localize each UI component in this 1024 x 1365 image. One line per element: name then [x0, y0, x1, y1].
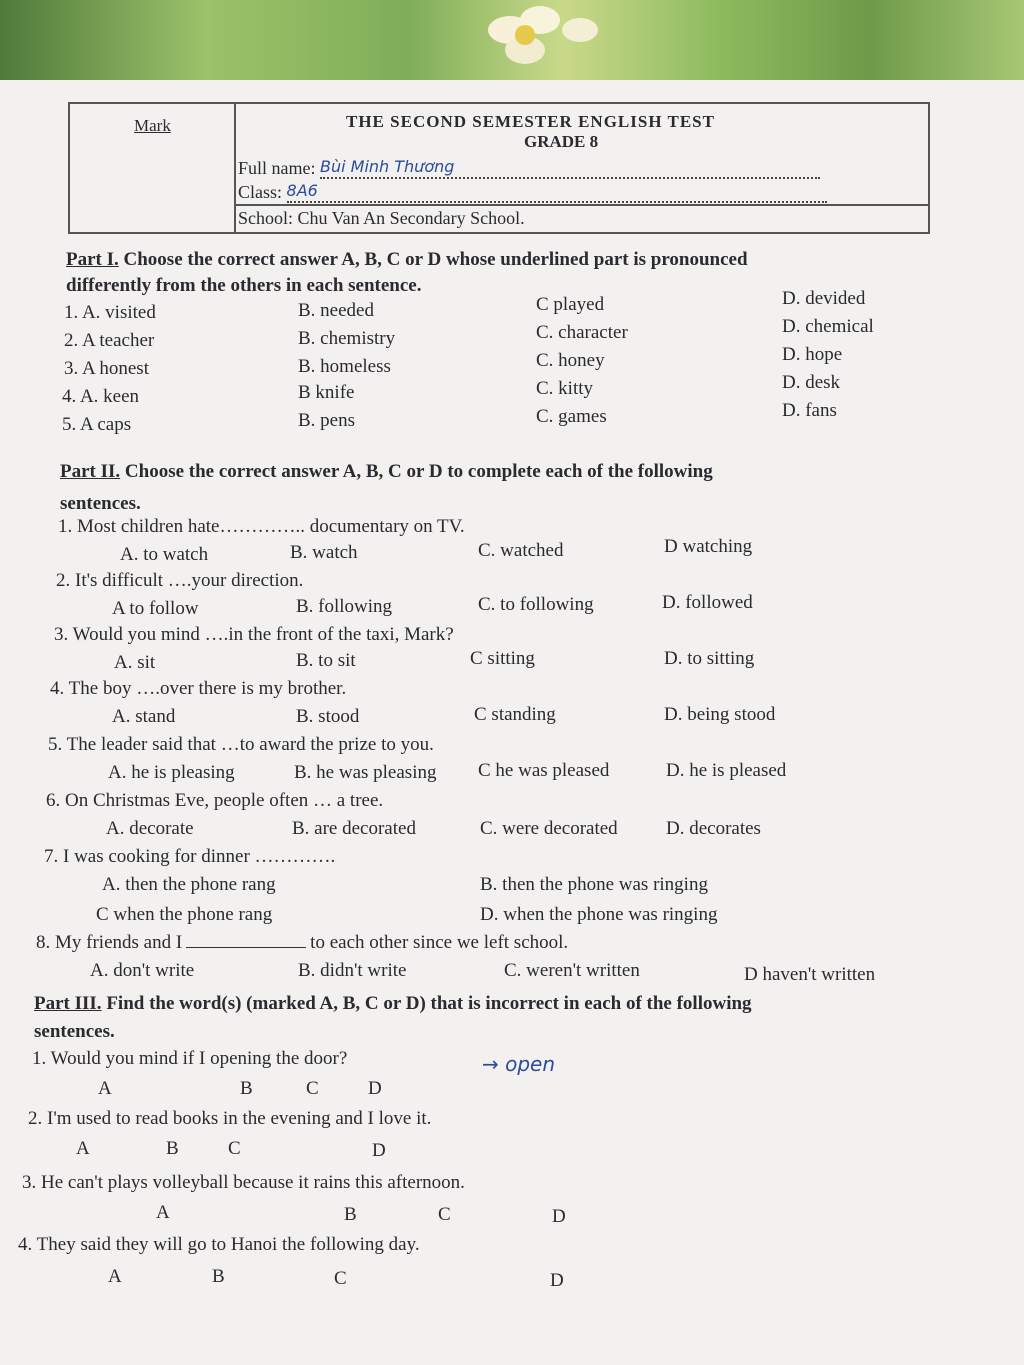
p2q6-d: D. decorates	[666, 818, 761, 839]
p2q8-stem	[36, 932, 568, 954]
class-label: Class:	[238, 182, 283, 202]
p3q4-letter-c: C	[334, 1268, 347, 1289]
part1-instruction	[66, 248, 956, 272]
p3q3-letter-d: D	[552, 1206, 566, 1227]
fullname-value: Bùi Minh Thương	[320, 157, 455, 176]
p1q5-a: 5. A caps	[62, 414, 132, 435]
part1-instruction-text: Choose the correct answer A, B, C or D whose underlined part is pronounced	[123, 249, 748, 270]
p2q8-blank	[186, 947, 306, 948]
p1q4-c: C. kitty	[536, 378, 594, 399]
p3q4-letter-d: D	[550, 1270, 564, 1291]
p1q4-b: B knife	[298, 382, 355, 403]
fullname-field	[238, 156, 820, 179]
p1q1-d: D. devided	[782, 288, 866, 309]
p1q3-a: 3. A honest	[64, 358, 149, 379]
p3q1-letter-c: C	[306, 1078, 319, 1099]
p3q4-letter-b: B	[212, 1266, 225, 1287]
p2q4-stem: 4. The boy ….over there is my brother.	[50, 678, 347, 699]
p2q2-stem: 2. It's difficult ….your direction.	[56, 570, 304, 591]
p1q1-a: 1. A. visited	[64, 302, 156, 323]
p2q5-b: B. he was pleasing	[294, 762, 437, 783]
p1q1-b: B. needed	[298, 300, 374, 321]
p3q2-letter-b: B	[166, 1138, 179, 1159]
p2q2-b: B. following	[296, 596, 393, 617]
p3q1-note: → open	[482, 1052, 556, 1076]
part2-instruction-line2: sentences.	[60, 493, 141, 514]
school-line: School: Chu Van An Secondary School.	[234, 204, 928, 229]
p3q4-letter-a: A	[108, 1266, 122, 1287]
p1q3-d: D. hope	[782, 344, 843, 365]
mark-cell	[70, 104, 236, 232]
p2q3-b: B. to sit	[296, 650, 356, 671]
p2q7-b: B. then the phone was ringing	[480, 874, 708, 895]
p1q5-c: C. games	[536, 406, 607, 427]
p3q2-letter-a: A	[76, 1138, 90, 1159]
p3q1-letter-b: B	[240, 1078, 253, 1099]
part1-title: Part I.	[66, 249, 119, 270]
p3q2-letter-c: C	[228, 1138, 241, 1159]
p3q3-letter-c: C	[438, 1204, 451, 1225]
p1q2-c: C. character	[536, 322, 628, 343]
grade-label: GRADE 8	[524, 132, 599, 151]
p2q4-c: C standing	[474, 704, 556, 725]
p1q4-a: 4. A. keen	[62, 386, 140, 407]
class-value: 8A6	[286, 181, 318, 200]
p2q7-d: D. when the phone was ringing	[480, 904, 718, 925]
header-box	[68, 102, 930, 234]
p2q8-a: A. don't write	[90, 960, 195, 981]
p3q1-letter-a: A	[98, 1078, 112, 1099]
p2q1-stem: 1. Most children hate………….. documentary on TV.	[58, 516, 465, 537]
part1-instruction-line2: differently from the others in each sentence.	[66, 275, 422, 296]
p1q2-a: 2. A teacher	[64, 330, 155, 351]
p2q4-d: D. being stood	[664, 704, 776, 725]
p2q7-a: A. then the phone rang	[102, 874, 276, 895]
p3q3-letter-a: A	[156, 1202, 170, 1223]
p2q3-stem: 3. Would you mind ….in the front of the taxi, Mark?	[54, 624, 454, 645]
p2q7-stem: 7. I was cooking for dinner ………….	[44, 846, 336, 867]
mark-label: Mark	[134, 116, 171, 135]
p2q6-stem: 6. On Christmas Eve, people often … a tree.	[46, 790, 384, 811]
p2q1-c: C. watched	[478, 540, 564, 561]
p2q2-d: D. followed	[662, 592, 753, 613]
p3q3-stem: 3. He can't plays volleyball because it rains this afternoon.	[22, 1172, 465, 1193]
p2q3-d: D. to sitting	[664, 648, 755, 669]
part3-title: Part III.	[34, 993, 102, 1014]
part3-instruction-text: Find the word(s) (marked A, B, C or D) that is incorrect in each of the following	[106, 993, 752, 1014]
p2q7-c: C when the phone rang	[96, 904, 273, 925]
p1q5-b: B. pens	[298, 410, 355, 431]
class-field	[238, 180, 827, 203]
part3-instruction-line2: sentences.	[34, 1021, 115, 1042]
p2q1-d: D watching	[664, 536, 753, 557]
class-line	[287, 180, 827, 203]
part2-instruction	[60, 460, 960, 484]
p3q4-stem: 4. They said they will go to Hanoi the following day.	[18, 1234, 420, 1255]
p3q1-letter-d: D	[368, 1078, 382, 1099]
p2q5-c: C he was pleased	[478, 760, 610, 781]
p2q4-a: A. stand	[112, 706, 176, 727]
p2q2-c: C. to following	[478, 594, 594, 615]
p3q1-stem: 1. Would you mind if I opening the door?	[32, 1048, 348, 1069]
part3-instruction	[34, 992, 954, 1016]
p1q3-b: B. homeless	[298, 356, 391, 377]
p1q2-d: D. chemical	[782, 316, 874, 337]
p2q8-b: B. didn't write	[298, 960, 407, 981]
test-paper	[0, 80, 1024, 1365]
p2q3-a: A. sit	[114, 652, 156, 673]
p2q6-c: C. were decorated	[480, 818, 618, 839]
p1q3-c: C. honey	[536, 350, 605, 371]
p2q8-stem-pre: 8. My friends and I	[36, 932, 183, 953]
p2q8-d: D haven't written	[744, 964, 876, 985]
p1q4-d: D. desk	[782, 372, 841, 393]
part2-instruction-text: Choose the correct answer A, B, C or D to complete each of the following	[124, 461, 713, 482]
p2q5-a: A. he is pleasing	[108, 762, 235, 783]
part2-title: Part II.	[60, 461, 121, 482]
p2q1-b: B. watch	[290, 542, 358, 563]
p2q8-stem-post: to each other since we left school.	[310, 932, 569, 953]
p2q3-c: C sitting	[470, 648, 535, 669]
p1q5-d: D. fans	[782, 400, 837, 421]
p3q3-letter-b: B	[344, 1204, 357, 1225]
p2q6-b: B. are decorated	[292, 818, 416, 839]
flower-decoration	[470, 0, 610, 80]
p3q2-letter-d: D	[372, 1140, 386, 1161]
fullname-line	[320, 156, 820, 179]
p2q6-a: A. decorate	[106, 818, 194, 839]
fullname-label: Full name:	[238, 158, 316, 178]
p2q1-a: A. to watch	[120, 544, 209, 565]
p2q8-c: C. weren't written	[504, 960, 640, 981]
p2q2-a: A to follow	[112, 598, 199, 619]
p2q5-stem: 5. The leader said that …to award the prize to you.	[48, 734, 434, 755]
p3q2-stem: 2. I'm used to read books in the evening and I love it.	[28, 1108, 432, 1129]
p1q2-b: B. chemistry	[298, 328, 396, 349]
p2q5-d: D. he is pleased	[666, 760, 787, 781]
p2q4-b: B. stood	[296, 706, 360, 727]
p1q1-c: C played	[536, 294, 605, 315]
test-title: THE SECOND SEMESTER ENGLISH TEST	[346, 112, 715, 131]
